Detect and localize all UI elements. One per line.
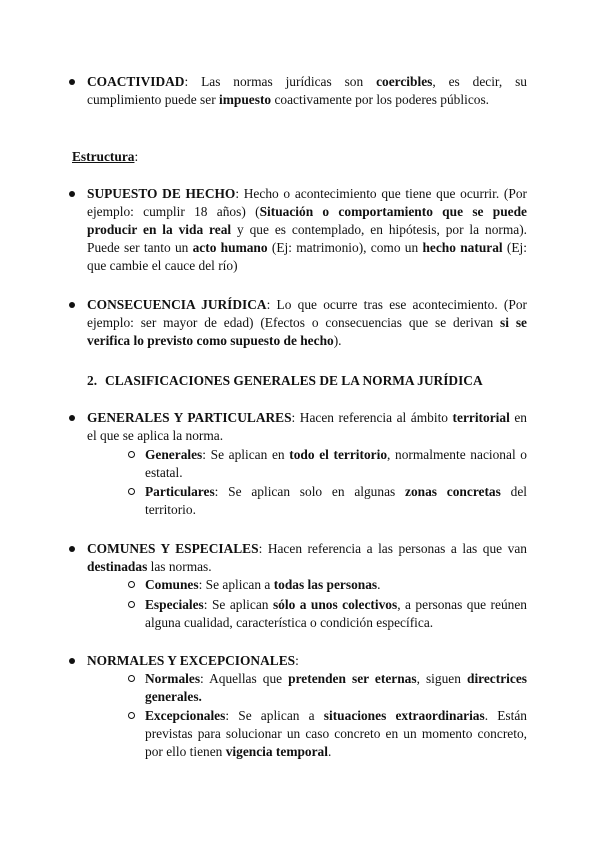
bullet-icon	[69, 415, 75, 421]
bullet-icon	[69, 79, 75, 85]
circle-bullet-icon	[128, 712, 135, 719]
circle-bullet-icon	[128, 451, 135, 458]
circle-bullet-icon	[128, 675, 135, 682]
bullet-consecuencia-juridica: CONSECUENCIA JURÍDICA: Lo que ocurre tras ese acontecimiento. (Por ejemplo: ser mayor de edad) (Efectos o consecuencias que se derivan si se verifica lo previsto como supuesto de hecho).	[87, 296, 527, 350]
bullet-icon	[69, 546, 75, 552]
bullet-icon	[69, 191, 75, 197]
bullet-supuesto-de-hecho: SUPUESTO DE HECHO: Hecho o acontecimiento que tiene que ocurrir. (Por ejemplo: cumplir 18 años) (Situación o comportamiento que se puede producir en la vida real y que es contemplado, en hipótesis, por la norma). Puede ser tanto un acto humano (Ej: matrimonio), como un hecho natural (Ej: que cambie el cauce del río)	[87, 185, 527, 275]
sub-item-particulares: Particulares: Se aplican solo en algunas zonas concretas del territorio.	[145, 483, 527, 519]
bullet-icon	[69, 658, 75, 664]
circle-bullet-icon	[128, 488, 135, 495]
sub-item-generales: Generales: Se aplican en todo el territorio, normalmente nacional o estatal.	[145, 446, 527, 482]
sub-item-normales: Normales: Aquellas que pretenden ser eternas, siguen directrices generales.	[145, 670, 527, 706]
circle-bullet-icon	[128, 601, 135, 608]
bullet-coactividad: COACTIVIDAD: Las normas jurídicas son coercibles, es decir, su cumplimiento puede ser impuesto coactivamente por los poderes públicos.	[87, 73, 527, 109]
bullet-comunes-especiales: COMUNES Y ESPECIALES: Hacen referencia a las personas a las que van destinadas las normas.	[87, 540, 527, 576]
bullet-generales-particulares: GENERALES Y PARTICULARES: Hacen referencia al ámbito territorial en el que se aplica la norma.	[87, 409, 527, 445]
sub-item-excepcionales: Excepcionales: Se aplican a situaciones extraordinarias. Están previstas para solucionar un caso concreto en un momento concreto, por ello tienen vigencia temporal.	[145, 707, 527, 761]
bullet-icon	[69, 302, 75, 308]
section-2-heading: 2. CLASIFICACIONES GENERALES DE LA NORMA JURÍDICA	[87, 373, 483, 388]
sub-item-comunes: Comunes: Se aplican a todas las personas.	[145, 576, 527, 594]
circle-bullet-icon	[128, 581, 135, 588]
estructura-heading: Estructura:	[72, 149, 139, 164]
sub-item-especiales: Especiales: Se aplican sólo a unos colectivos, a personas que reúnen alguna cualidad, característica o condición específica.	[145, 596, 527, 632]
bullet-normales-excepcionales: NORMALES Y EXCEPCIONALES:	[87, 652, 527, 670]
term: COACTIVIDAD	[87, 74, 185, 89]
